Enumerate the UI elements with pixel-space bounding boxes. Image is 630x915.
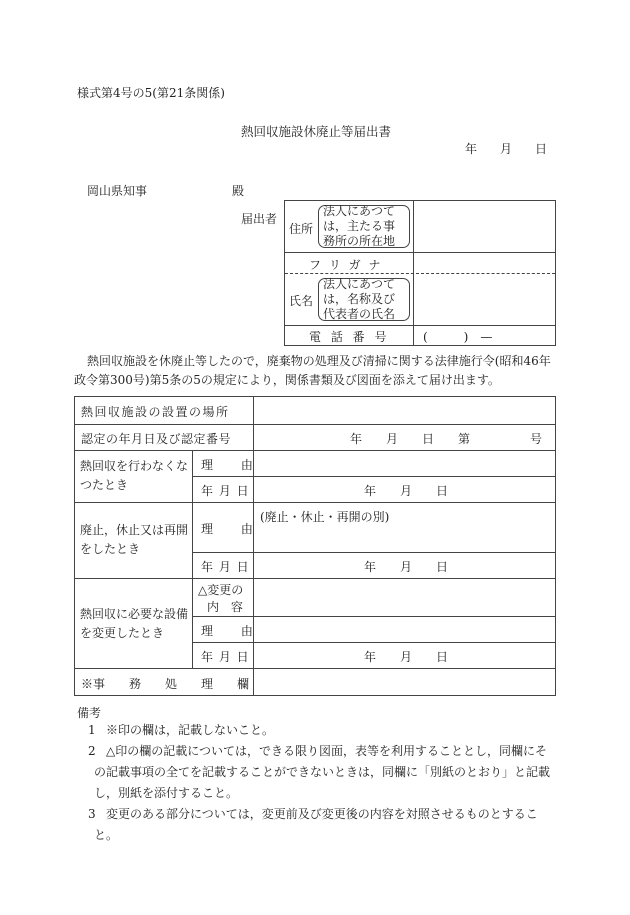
section3-change-label-cell <box>192 578 253 616</box>
section3-date-value: 年 月 日 <box>364 650 449 664</box>
note-3-number: 3 <box>88 807 96 821</box>
details-table <box>74 396 556 696</box>
body-paragraph: 熱回収施設を休廃止等したので，廃棄物の処理及び清掃に関する法律施行令(昭和46年政令第300号)第5条の5の規定により，関係書類及び図面を添えて届け出ます。 <box>74 354 551 387</box>
cert-input[interactable] <box>253 424 556 450</box>
section3-date-input[interactable] <box>253 642 556 668</box>
form-title: 熱回収施設休廃止等届出書 <box>241 124 392 139</box>
section1-reason-input[interactable] <box>253 450 556 476</box>
section1-label: 熱回収を行わなくなつたとき <box>80 459 189 492</box>
furigana-label: フ リ ガ ナ <box>309 258 383 272</box>
phone-input[interactable]: ( ) — <box>423 330 493 344</box>
note-1-text: ※印の欄は，記載しないこと。 <box>106 723 275 737</box>
section3-reason-input[interactable] <box>253 616 556 642</box>
section1-date-value: 年 月 日 <box>364 484 449 498</box>
section2-reason-label: 理 由 <box>201 522 265 536</box>
phone-row <box>285 326 555 346</box>
cert-value: 年 月 日 第 号 <box>350 432 543 446</box>
section2-date-label: 年 月 日 <box>201 560 250 574</box>
address-label: 住所 <box>289 222 314 236</box>
section3-change-label-line-1: △変更の <box>198 583 244 597</box>
address-note-line-3: 務所の所在地 <box>323 234 396 248</box>
section2-reason-label-cell <box>192 502 265 552</box>
section1-label-cell <box>74 450 192 502</box>
address-note-line-2: は，主たる事 <box>323 219 396 233</box>
section2-reason-hint: (廃止・休止・再開の別) <box>260 510 390 524</box>
note-2-number: 2 <box>88 744 96 758</box>
date-day-label: 日 <box>535 142 548 156</box>
section3-change-label-line-2: 内 容 <box>207 600 247 614</box>
applicant-label: 届出者 <box>241 212 278 226</box>
furigana-row <box>285 253 555 274</box>
section2-date-input[interactable] <box>253 552 556 578</box>
section1-reason-label-cell <box>192 450 265 476</box>
address-input[interactable] <box>414 201 555 253</box>
section2-label: 廃止，休止又は再開をしたとき <box>80 523 189 556</box>
furigana-input[interactable] <box>414 253 555 273</box>
cert-label-cell <box>74 424 253 450</box>
date-month-label: 月 <box>500 142 513 156</box>
name-row <box>285 274 555 326</box>
addressee-honorific: 殿 <box>232 184 245 198</box>
phone-label: 電 話 番 号 <box>309 330 390 344</box>
note-3-text: 変更のある部分については，変更前及び変更後の内容を対照させるものとすること。 <box>94 807 538 842</box>
name-label: 氏名 <box>289 294 314 308</box>
section3-label: 熱回収に必要な設備を変更したとき <box>80 607 189 640</box>
address-row <box>285 201 555 253</box>
office-label-cell <box>74 668 253 696</box>
section1-date-label-cell <box>192 476 253 502</box>
location-label-cell <box>74 396 253 424</box>
section3-date-label: 年 月 日 <box>201 650 250 664</box>
location-input[interactable] <box>253 396 556 424</box>
section3-date-label-cell <box>192 642 253 668</box>
section3-reason-label: 理 由 <box>201 624 265 638</box>
cert-label: 認定の年月日及び認定番号 <box>81 432 232 446</box>
office-label: ※事 務 処 理 欄 <box>81 677 250 691</box>
section1-reason-label: 理 由 <box>201 458 265 472</box>
note-2-text: △印の欄の記載については，できる限り図面，表等を利用することとし，同欄にその記載事項の全てを記載することができないときは，同欄に「別紙のとおり」と記載し，別紙を添付すること。 <box>94 744 551 800</box>
form-number: 様式第4号の5(第21条関係) <box>77 86 225 100</box>
address-note-line-1: 法人にあつて <box>323 204 396 218</box>
notes-heading: 備考 <box>77 706 102 720</box>
section1-date-label: 年 月 日 <box>201 484 250 498</box>
office-use-area <box>253 668 556 696</box>
applicant-box <box>284 200 556 346</box>
name-input[interactable] <box>414 274 555 325</box>
section2-date-value: 年 月 日 <box>364 560 449 574</box>
note-1-number: 1 <box>88 723 96 737</box>
name-note-line-2: は，名称及び <box>323 292 396 306</box>
name-note-line-1: 法人にあつて <box>323 277 396 291</box>
name-note-line-3: 代表者の氏名 <box>323 307 396 321</box>
date-year-label: 年 <box>465 142 478 156</box>
section3-label-cell <box>74 578 192 668</box>
addressee-name: 岡山県知事 <box>87 184 148 198</box>
section1-date-input[interactable] <box>253 476 556 502</box>
location-label: 熱回収施設の設置の場所 <box>81 405 230 419</box>
section2-reason-input[interactable] <box>253 502 556 552</box>
section2-label-cell <box>74 502 192 578</box>
section3-reason-label-cell <box>192 616 265 642</box>
section2-date-label-cell <box>192 552 253 578</box>
section3-change-input[interactable] <box>253 578 556 616</box>
